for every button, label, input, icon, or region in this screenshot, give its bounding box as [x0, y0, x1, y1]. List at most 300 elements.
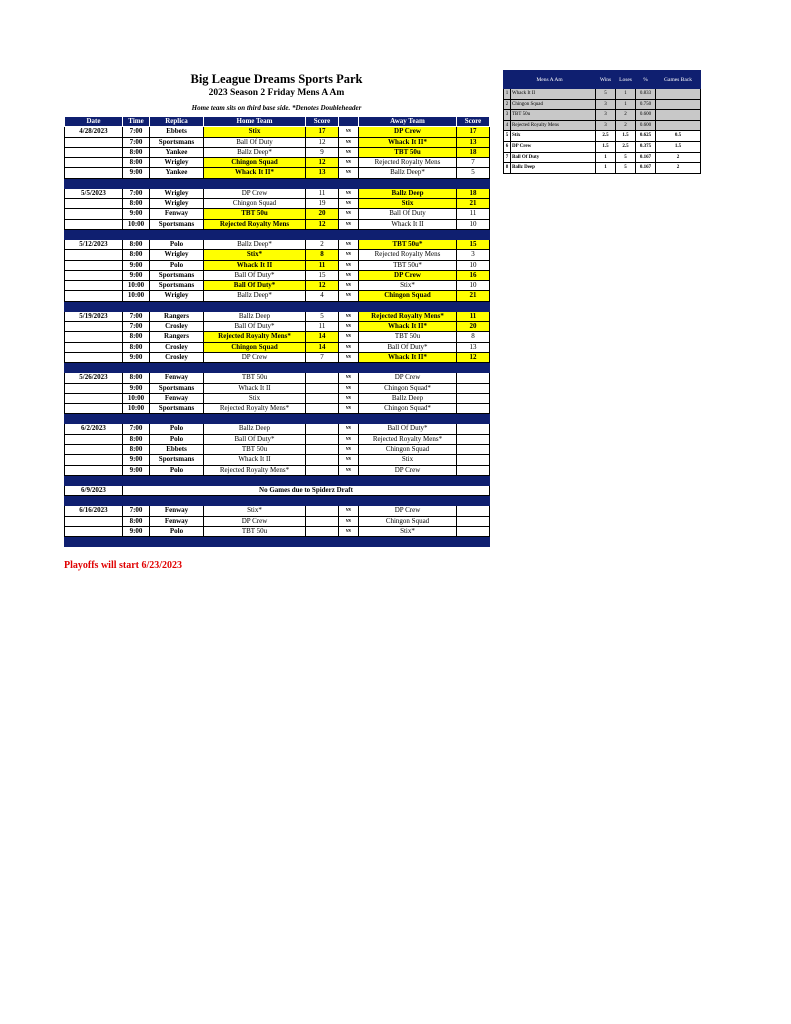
standings-loses: 5 — [616, 152, 636, 163]
vs-label: vs — [339, 465, 359, 475]
game-time: 10:00 — [123, 393, 150, 403]
vs-label: vs — [339, 188, 359, 198]
standings-pct: 0.600 — [636, 120, 656, 131]
home-team: TBT 50u — [204, 526, 306, 536]
home-score — [306, 465, 339, 475]
game-time: 9:00 — [123, 383, 150, 393]
header-date: Date — [65, 117, 123, 127]
game-date: 5/26/2023 — [65, 373, 123, 383]
away-score: 5 — [457, 168, 490, 178]
standings-pct: 0.833 — [636, 89, 656, 100]
separator-cell — [65, 475, 490, 485]
game-field: Crosley — [150, 322, 204, 332]
home-team: Ball Of Duty* — [204, 322, 306, 332]
standings-team: Rejected Royalty Mens — [511, 120, 596, 131]
away-score: 18 — [457, 147, 490, 157]
game-date — [65, 168, 123, 178]
standings-games-back: 0.5 — [656, 131, 701, 142]
week-separator — [65, 475, 490, 485]
away-team: Ball Of Duty* — [359, 342, 457, 352]
standings-games-back — [656, 120, 701, 131]
game-date — [65, 270, 123, 280]
standings-rank: 1 — [504, 89, 511, 100]
home-score: 5 — [306, 311, 339, 321]
table-row — [65, 239, 490, 249]
vs-label: vs — [339, 158, 359, 168]
table-row — [65, 383, 490, 393]
game-time: 8:00 — [123, 445, 150, 455]
home-team: Chingon Squad — [204, 199, 306, 209]
home-score — [306, 526, 339, 536]
away-team: Chingon Squad* — [359, 383, 457, 393]
standings-header-pct: % — [636, 71, 656, 89]
game-field: Polo — [150, 239, 204, 249]
home-team: Rejected Royalty Mens — [204, 219, 306, 229]
standings-wins: 2.5 — [596, 131, 616, 142]
separator-cell — [65, 537, 490, 547]
vs-label: vs — [339, 373, 359, 383]
home-team: Ball Of Duty* — [204, 270, 306, 280]
game-field: Polo — [150, 526, 204, 536]
home-score: 12 — [306, 281, 339, 291]
home-team: Stix* — [204, 506, 306, 516]
away-team: Stix* — [359, 526, 457, 536]
away-team: Rejected Royalty Mens — [359, 250, 457, 260]
game-field: Sportsmans — [150, 383, 204, 393]
standings-loses: 2.5 — [616, 141, 636, 152]
table-row — [65, 332, 490, 342]
vs-label: vs — [339, 393, 359, 403]
home-team: DP Crew — [204, 188, 306, 198]
game-time: 7:00 — [123, 322, 150, 332]
away-team: Whack It II* — [359, 137, 457, 147]
away-team: Ballz Deep* — [359, 168, 457, 178]
game-field: Polo — [150, 424, 204, 434]
away-score — [457, 404, 490, 414]
game-time: 8:00 — [123, 239, 150, 249]
home-score — [306, 506, 339, 516]
separator-cell — [65, 496, 490, 506]
standings-table — [503, 70, 701, 174]
standings-rank: 8 — [504, 163, 511, 174]
home-team: TBT 50u — [204, 209, 306, 219]
table-row — [65, 322, 490, 332]
table-row — [65, 260, 490, 270]
game-time: 8:00 — [123, 250, 150, 260]
standings-loses: 2 — [616, 110, 636, 121]
game-date — [65, 516, 123, 526]
vs-label: vs — [339, 455, 359, 465]
away-team: Stix — [359, 455, 457, 465]
away-score — [457, 373, 490, 383]
game-date — [65, 455, 123, 465]
page-subtitle: 2023 Season 2 Friday Mens A Am — [208, 88, 345, 98]
table-row — [65, 270, 490, 280]
vs-label: vs — [339, 352, 359, 362]
standings-team: TBT 50u — [511, 110, 596, 121]
home-score: 11 — [306, 260, 339, 270]
standings-team: DP Crew — [511, 141, 596, 152]
game-field: Crosley — [150, 352, 204, 362]
away-score — [457, 455, 490, 465]
away-score: 15 — [457, 239, 490, 249]
standings-header-games-back: Games Back — [656, 71, 701, 89]
standings-row — [504, 152, 701, 163]
standings-pct: 0.600 — [636, 110, 656, 121]
away-team: TBT 50u — [359, 147, 457, 157]
game-time: 10:00 — [123, 219, 150, 229]
game-time: 8:00 — [123, 332, 150, 342]
home-team: Stix* — [204, 250, 306, 260]
standings-row — [504, 99, 701, 110]
standings-row — [504, 89, 701, 100]
table-row — [65, 393, 490, 403]
vs-label: vs — [339, 239, 359, 249]
standings-row — [504, 141, 701, 152]
table-row — [65, 526, 490, 536]
away-score: 7 — [457, 158, 490, 168]
week-separator — [65, 301, 490, 311]
away-team: DP Crew — [359, 465, 457, 475]
game-date — [65, 352, 123, 362]
table-row — [65, 127, 490, 137]
away-team: DP Crew — [359, 270, 457, 280]
home-score: 14 — [306, 342, 339, 352]
away-score: 16 — [457, 270, 490, 280]
game-field: Ebbets — [150, 127, 204, 137]
week-separator — [65, 496, 490, 506]
away-team: DP Crew — [359, 127, 457, 137]
vs-label: vs — [339, 445, 359, 455]
away-team: TBT 50u — [359, 332, 457, 342]
standings-team: Ball Of Duty — [511, 152, 596, 163]
standings-pct: 0.167 — [636, 152, 656, 163]
standings-loses: 5 — [616, 163, 636, 174]
home-team: Whack It II — [204, 383, 306, 393]
game-field: Crosley — [150, 342, 204, 352]
game-time: 7:00 — [123, 311, 150, 321]
game-field: Sportsmans — [150, 281, 204, 291]
game-field: Rangers — [150, 311, 204, 321]
away-team: Stix — [359, 199, 457, 209]
home-team: Ballz Deep — [204, 311, 306, 321]
table-row — [65, 199, 490, 209]
game-field: Sportsmans — [150, 455, 204, 465]
standings-games-back: 2 — [656, 152, 701, 163]
standings-team: Ballz Deep — [511, 163, 596, 174]
away-team: Ball Of Duty — [359, 209, 457, 219]
game-time: 8:00 — [123, 373, 150, 383]
home-score: 2 — [306, 239, 339, 249]
away-team: Rejected Royalty Mens* — [359, 434, 457, 444]
away-score — [457, 516, 490, 526]
header-home-score: Score — [306, 117, 339, 127]
game-date — [65, 260, 123, 270]
week-separator — [65, 229, 490, 239]
standings-rank: 2 — [504, 99, 511, 110]
home-team: Stix — [204, 127, 306, 137]
schedule-header-row — [65, 117, 490, 127]
home-team: Whack It II — [204, 455, 306, 465]
home-score — [306, 424, 339, 434]
game-time: 10:00 — [123, 404, 150, 414]
game-time: 9:00 — [123, 260, 150, 270]
away-team: Stix* — [359, 281, 457, 291]
home-team: Rejected Royalty Mens* — [204, 332, 306, 342]
game-field: Wrigley — [150, 250, 204, 260]
game-date — [65, 434, 123, 444]
standings-loses: 1.5 — [616, 131, 636, 142]
home-team: Ball Of Duty* — [204, 434, 306, 444]
game-date — [65, 445, 123, 455]
standings-games-back — [656, 89, 701, 100]
game-date — [65, 383, 123, 393]
home-score: 12 — [306, 137, 339, 147]
standings-body — [504, 89, 701, 174]
table-row — [65, 465, 490, 475]
schedule-body — [65, 127, 490, 547]
away-score — [457, 393, 490, 403]
vs-label: vs — [339, 342, 359, 352]
vs-label: vs — [339, 506, 359, 516]
vs-label: vs — [339, 291, 359, 301]
game-field: Wrigley — [150, 158, 204, 168]
game-time: 9:00 — [123, 352, 150, 362]
game-field: Fenway — [150, 516, 204, 526]
home-score: 15 — [306, 270, 339, 280]
game-time: 9:00 — [123, 465, 150, 475]
vs-label: vs — [339, 270, 359, 280]
away-team: Chingon Squad — [359, 516, 457, 526]
game-date — [65, 137, 123, 147]
table-row — [65, 281, 490, 291]
away-team: DP Crew — [359, 506, 457, 516]
standings-row — [504, 131, 701, 142]
away-team: Whack It II* — [359, 322, 457, 332]
table-row — [65, 485, 490, 495]
away-score — [457, 526, 490, 536]
table-row — [65, 506, 490, 516]
home-team: Rejected Royalty Mens* — [204, 404, 306, 414]
away-score: 20 — [457, 322, 490, 332]
table-row — [65, 342, 490, 352]
table-row — [65, 455, 490, 465]
table-row — [65, 137, 490, 147]
game-time: 10:00 — [123, 281, 150, 291]
home-score: 20 — [306, 209, 339, 219]
standings-team: Stix — [511, 131, 596, 142]
no-games-note: No Games due to Spiderz Draft — [123, 485, 490, 495]
game-time: 8:00 — [123, 516, 150, 526]
game-time: 9:00 — [123, 455, 150, 465]
game-field: Polo — [150, 260, 204, 270]
table-row — [65, 158, 490, 168]
vs-label: vs — [339, 147, 359, 157]
game-time: 9:00 — [123, 526, 150, 536]
vs-label: vs — [339, 516, 359, 526]
table-row — [65, 250, 490, 260]
standings-pct: 0.750 — [636, 99, 656, 110]
game-date — [65, 147, 123, 157]
home-team: Ballz Deep* — [204, 239, 306, 249]
home-team: DP Crew — [204, 352, 306, 362]
vs-label: vs — [339, 332, 359, 342]
table-row — [65, 209, 490, 219]
home-score: 9 — [306, 147, 339, 157]
vs-label: vs — [339, 260, 359, 270]
game-field: Yankee — [150, 168, 204, 178]
game-field: Fenway — [150, 506, 204, 516]
header-vs — [339, 117, 359, 127]
vs-label: vs — [339, 434, 359, 444]
game-date — [65, 199, 123, 209]
home-team: DP Crew — [204, 516, 306, 526]
home-score — [306, 455, 339, 465]
away-score — [457, 383, 490, 393]
game-time: 7:00 — [123, 137, 150, 147]
standings-rank: 3 — [504, 110, 511, 121]
away-score: 17 — [457, 127, 490, 137]
away-score: 3 — [457, 250, 490, 260]
away-team: Ballz Deep — [359, 393, 457, 403]
home-team: Ball Of Duty — [204, 137, 306, 147]
game-date — [65, 465, 123, 475]
separator-cell — [65, 414, 490, 424]
game-date — [65, 404, 123, 414]
separator-cell — [65, 178, 490, 188]
home-score: 17 — [306, 127, 339, 137]
home-score: 8 — [306, 250, 339, 260]
table-row — [65, 311, 490, 321]
game-date: 5/12/2023 — [65, 239, 123, 249]
game-field: Polo — [150, 465, 204, 475]
game-date: 6/9/2023 — [65, 485, 123, 495]
standings-row — [504, 110, 701, 121]
away-team: Ballz Deep — [359, 188, 457, 198]
header-time: Time — [123, 117, 150, 127]
standings-header-division: Mens A Am — [504, 71, 596, 89]
game-date — [65, 209, 123, 219]
home-score: 14 — [306, 332, 339, 342]
away-score — [457, 465, 490, 475]
standings-pct: 0.625 — [636, 131, 656, 142]
standings-wins: 3 — [596, 99, 616, 110]
vs-label: vs — [339, 168, 359, 178]
table-row — [65, 445, 490, 455]
table-row — [65, 352, 490, 362]
home-team: Ballz Deep* — [204, 147, 306, 157]
game-field: Wrigley — [150, 199, 204, 209]
game-field: Sportsmans — [150, 270, 204, 280]
table-row — [65, 424, 490, 434]
home-score — [306, 383, 339, 393]
home-team: Rejected Royalty Mens* — [204, 465, 306, 475]
away-score: 10 — [457, 281, 490, 291]
vs-label: vs — [339, 250, 359, 260]
game-field: Fenway — [150, 393, 204, 403]
home-team: Whack It II* — [204, 168, 306, 178]
away-score: 10 — [457, 260, 490, 270]
vs-label: vs — [339, 404, 359, 414]
home-score: 19 — [306, 199, 339, 209]
away-team: Ball Of Duty* — [359, 424, 457, 434]
game-date — [65, 219, 123, 229]
away-score — [457, 424, 490, 434]
game-field: Yankee — [150, 147, 204, 157]
away-score: 13 — [457, 342, 490, 352]
header-replica: Replica — [150, 117, 204, 127]
standings-loses: 2 — [616, 120, 636, 131]
week-separator — [65, 363, 490, 373]
vs-label: vs — [339, 137, 359, 147]
separator-cell — [65, 229, 490, 239]
week-separator — [65, 414, 490, 424]
game-date: 6/2/2023 — [65, 424, 123, 434]
away-team: Chingon Squad* — [359, 404, 457, 414]
game-time: 7:00 — [123, 424, 150, 434]
home-score: 11 — [306, 188, 339, 198]
standings-wins: 1.5 — [596, 141, 616, 152]
header-away-team: Away Team — [359, 117, 457, 127]
game-time: 10:00 — [123, 291, 150, 301]
standings-wins: 3 — [596, 120, 616, 131]
schedule-note: Home team sits on third base side. *Denotes Doubleheader — [191, 104, 362, 112]
game-time: 9:00 — [123, 270, 150, 280]
home-score: 4 — [306, 291, 339, 301]
standings-rank: 4 — [504, 120, 511, 131]
home-score: 7 — [306, 352, 339, 362]
away-team: TBT 50u* — [359, 239, 457, 249]
table-row — [65, 168, 490, 178]
vs-label: vs — [339, 383, 359, 393]
away-score: 13 — [457, 137, 490, 147]
game-time: 8:00 — [123, 434, 150, 444]
table-row — [65, 373, 490, 383]
vs-label: vs — [339, 311, 359, 321]
away-team: Rejected Royalty Mens* — [359, 311, 457, 321]
game-date — [65, 393, 123, 403]
standings-pct: 0.375 — [636, 141, 656, 152]
game-date — [65, 250, 123, 260]
away-score: 12 — [457, 352, 490, 362]
week-separator — [65, 537, 490, 547]
away-team: Chingon Squad — [359, 291, 457, 301]
game-date — [65, 291, 123, 301]
away-team: Whack It II — [359, 219, 457, 229]
game-field: Fenway — [150, 373, 204, 383]
vs-label: vs — [339, 219, 359, 229]
standings-rank: 5 — [504, 131, 511, 142]
standings-wins: 3 — [596, 110, 616, 121]
away-score — [457, 506, 490, 516]
home-team: Chingon Squad — [204, 158, 306, 168]
game-time: 9:00 — [123, 168, 150, 178]
standings-header-row — [504, 71, 701, 89]
away-score: 11 — [457, 209, 490, 219]
home-score — [306, 404, 339, 414]
standings-header-wins: Wins — [596, 71, 616, 89]
game-date: 4/28/2023 — [65, 127, 123, 137]
vs-label: vs — [339, 209, 359, 219]
game-field: Ebbets — [150, 445, 204, 455]
home-score — [306, 516, 339, 526]
standings-pct: 0.167 — [636, 163, 656, 174]
home-score — [306, 373, 339, 383]
vs-label: vs — [339, 281, 359, 291]
home-score: 13 — [306, 168, 339, 178]
standings-games-back: 2 — [656, 163, 701, 174]
home-team: TBT 50u — [204, 373, 306, 383]
